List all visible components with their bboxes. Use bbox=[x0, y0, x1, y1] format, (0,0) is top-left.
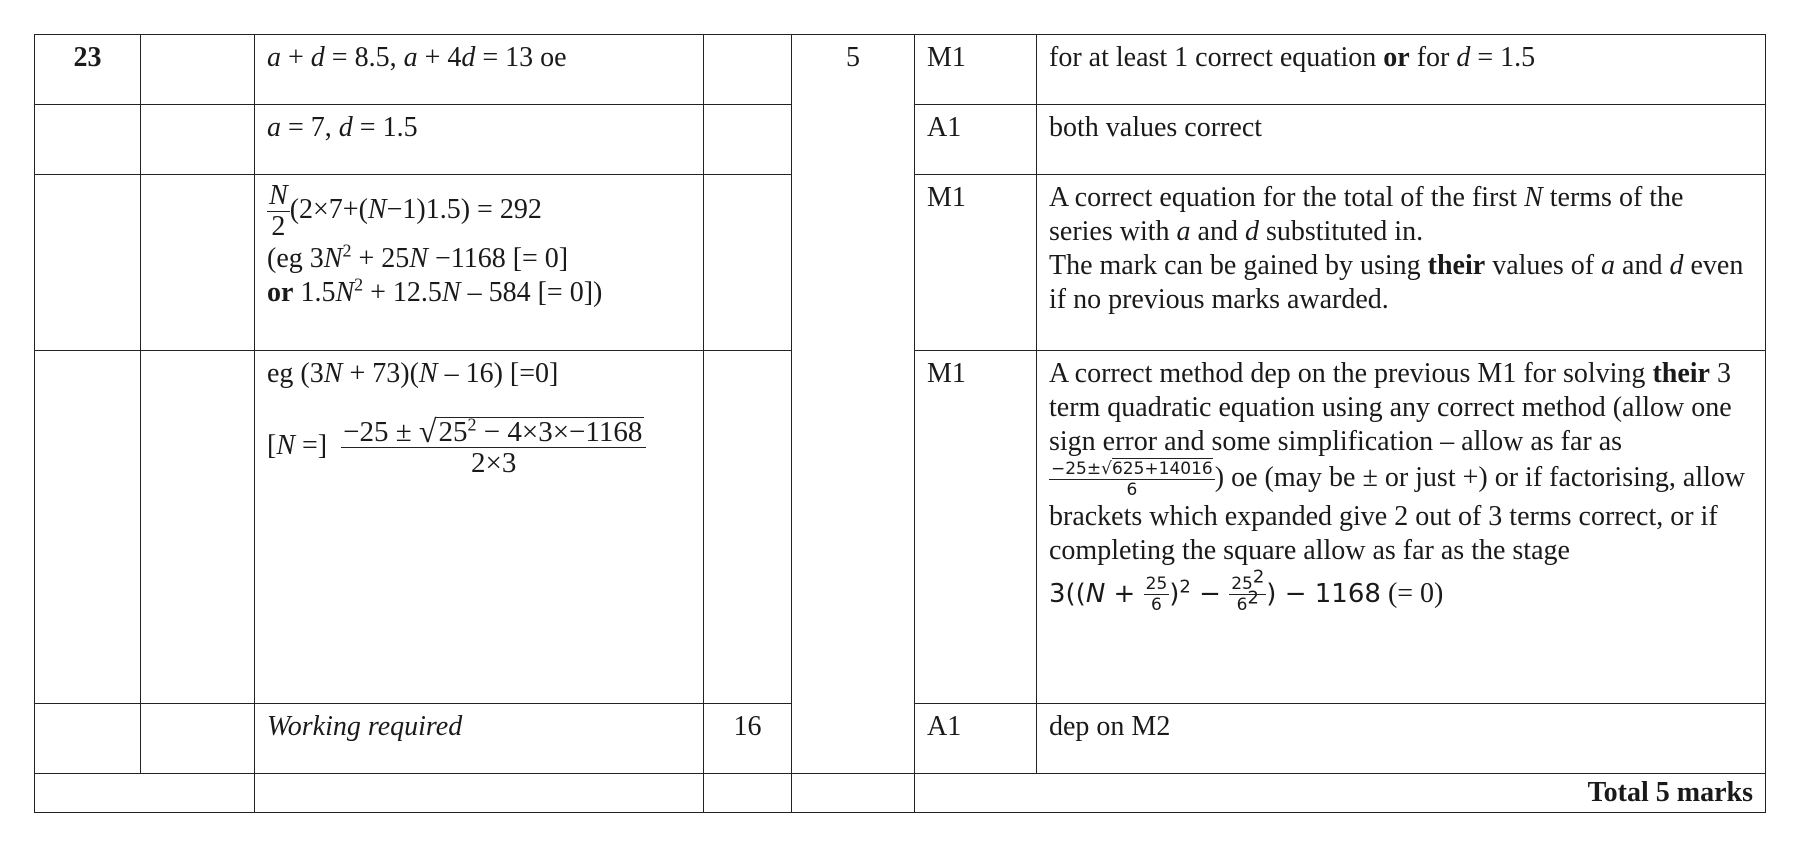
mark-code: M1 bbox=[915, 35, 1037, 105]
guidance-cell: for at least 1 correct equation or for d = 1.5 bbox=[1037, 35, 1766, 105]
marks-total-cell: 5 bbox=[792, 35, 915, 774]
expanded-equation: (eg $3N^2 + 25N -1168$ [= 0] bbox=[267, 240, 569, 274]
mark-code: A1 bbox=[915, 704, 1037, 774]
guidance-cell: A correct equation for the total of the first N terms of the series with a and d substituted in. The mark can be gained by using their values of a and d even if no previous marks awarded. bbox=[1037, 175, 1766, 351]
guidance-cell: dep on M2 bbox=[1037, 704, 1766, 774]
quadratic-formula: [N =] $\frac{-25 \pm √25^2 - 4\times 3\times-1168}{2\times 3}$ bbox=[267, 417, 691, 478]
working-cell bbox=[255, 351, 704, 704]
part-cell bbox=[141, 35, 255, 105]
answer-cell bbox=[704, 35, 792, 105]
completed-square-expression: 3((N + $\frac{25}{6}$ )$^2$ − $\frac{25^2}{6^2}$ ) − 1168 (= 0) bbox=[1049, 566, 1444, 615]
mark-code: M1 bbox=[915, 175, 1037, 351]
answer-cell: 16 bbox=[704, 704, 792, 774]
alternative-equation: or $1.5N^2 + 12.5N - 584$ [= 0]) bbox=[267, 274, 603, 308]
question-number: 23 bbox=[35, 35, 141, 105]
working-cell: a = 7, d = 1.5 bbox=[255, 105, 704, 175]
table-row-total bbox=[35, 774, 1766, 813]
mark-code: M1 bbox=[915, 351, 1037, 704]
mark-code: A1 bbox=[915, 105, 1037, 175]
working-cell: a + d = 8.5, a + 4d = 13 oe bbox=[255, 35, 704, 105]
working-cell: Working required bbox=[255, 704, 704, 774]
sum-equation: $\frac{N}{2}$ (2×7+(N−1)1.5) = 292 bbox=[269, 180, 542, 242]
table-row bbox=[35, 35, 1766, 105]
total-marks: Total 5 marks bbox=[915, 774, 1766, 813]
mark-scheme-table bbox=[34, 34, 1766, 813]
guidance-cell: A correct method dep on the previous M1 for solving their 3 term quadratic equation using any correct method (allow one sign error and some simplification – allow as far as $\frac{-25\pm√625+14016}{6}$ ) oe (may be ± or just +) or if factorising, allow brackets which expanded give 2 out of 3 terms correct, or if completing the square allow as far as the stage 3((N + $\frac{25}{6}$ )$^2$ − $\frac{25^2}{6^2}$ ) − 1168 (= 0) bbox=[1037, 351, 1766, 704]
guidance-cell: both values correct bbox=[1037, 105, 1766, 175]
working-cell bbox=[255, 175, 704, 351]
factorised-form: eg (3N + 73)(N – 16) [=0] bbox=[267, 358, 559, 389]
